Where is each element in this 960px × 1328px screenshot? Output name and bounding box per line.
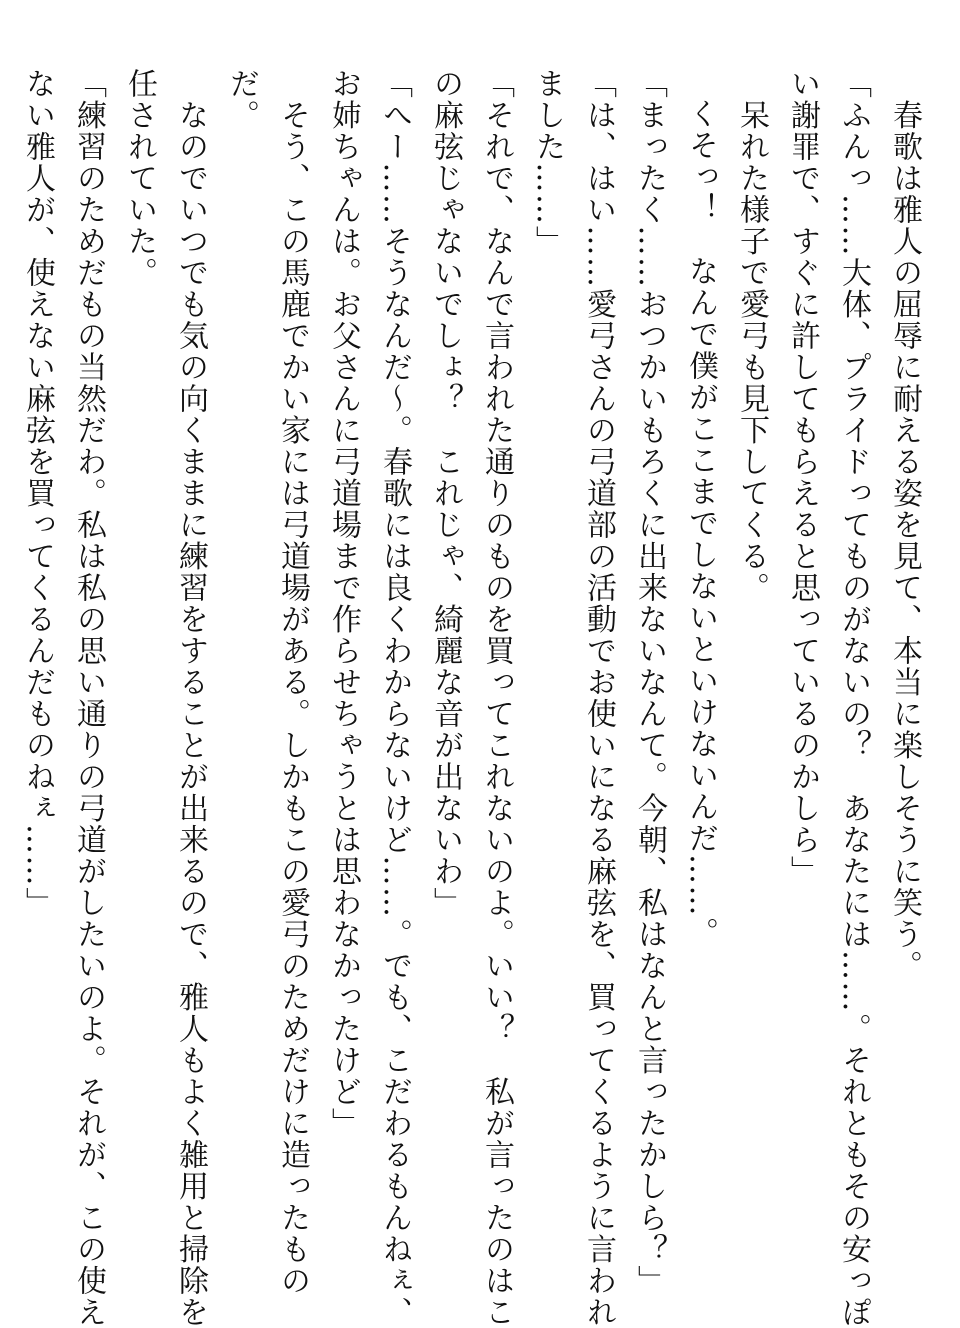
text-line: 「は、はい……愛弓さんの弓道部の活動でお使いになる麻弦を、買ってくるように言われ xyxy=(581,68,616,1328)
text-line: ない雅人が、使えない麻弦を買ってくるんだものねぇ……」 xyxy=(20,68,55,919)
text-line: なのでいつでも気の向くままに練習をすることが出来るので、雅人もよく雑用と掃除を xyxy=(173,68,208,1328)
text-line: 呆れた様子で愛弓も見下してくる。 xyxy=(734,68,769,604)
text-line: そう、この馬鹿でかい家には弓道場がある。しかもこの愛弓のためだけに造ったもの xyxy=(275,68,310,1297)
text-line: だ。 xyxy=(224,68,259,131)
text-line: の麻弦じゃないでしょ？ これじゃ、綺麗な音が出ないわ」 xyxy=(428,68,463,919)
text-line: い謝罪で、すぐに許してもらえると思っているのかしら」 xyxy=(785,68,820,887)
text-line: 春歌は雅人の屈辱に耐える姿を見て、本当に楽しそうに笑う。 xyxy=(887,68,922,982)
vertical-text-body xyxy=(12,68,930,1328)
text-line: お姉ちゃんは。お父さんに弓道場まで作らせちゃうとは思わなかったけど」 xyxy=(326,68,361,1139)
text-line: くそっ！ なんで僕がここまでしないといけないんだ……。 xyxy=(683,98,718,949)
text-line: 「へー……そうなんだ～。春歌には良くわからないけど……。でも、こだわるもんねぇ、 xyxy=(377,68,412,1328)
text-line: 任されていた。 xyxy=(122,68,157,289)
text-line: 「それで、なんで言われた通りのものを買ってこれないのよ。いい？ 私が言ったのはこ xyxy=(479,68,514,1328)
text-line: 「ふんっ……大体、プライドってものがないの？ あなたには……。それともその安っぽ xyxy=(836,68,871,1328)
text-line: 「まったく……おつかいもろくに出来ないなんて。今朝、私はなんと言ったかしら？」 xyxy=(632,68,667,1297)
text-line: ました……」 xyxy=(530,68,565,257)
text-line: 「練習のためだもの当然だわ。私は私の思い通りの弓道がしたいのよ。それが、この使え xyxy=(71,68,106,1328)
